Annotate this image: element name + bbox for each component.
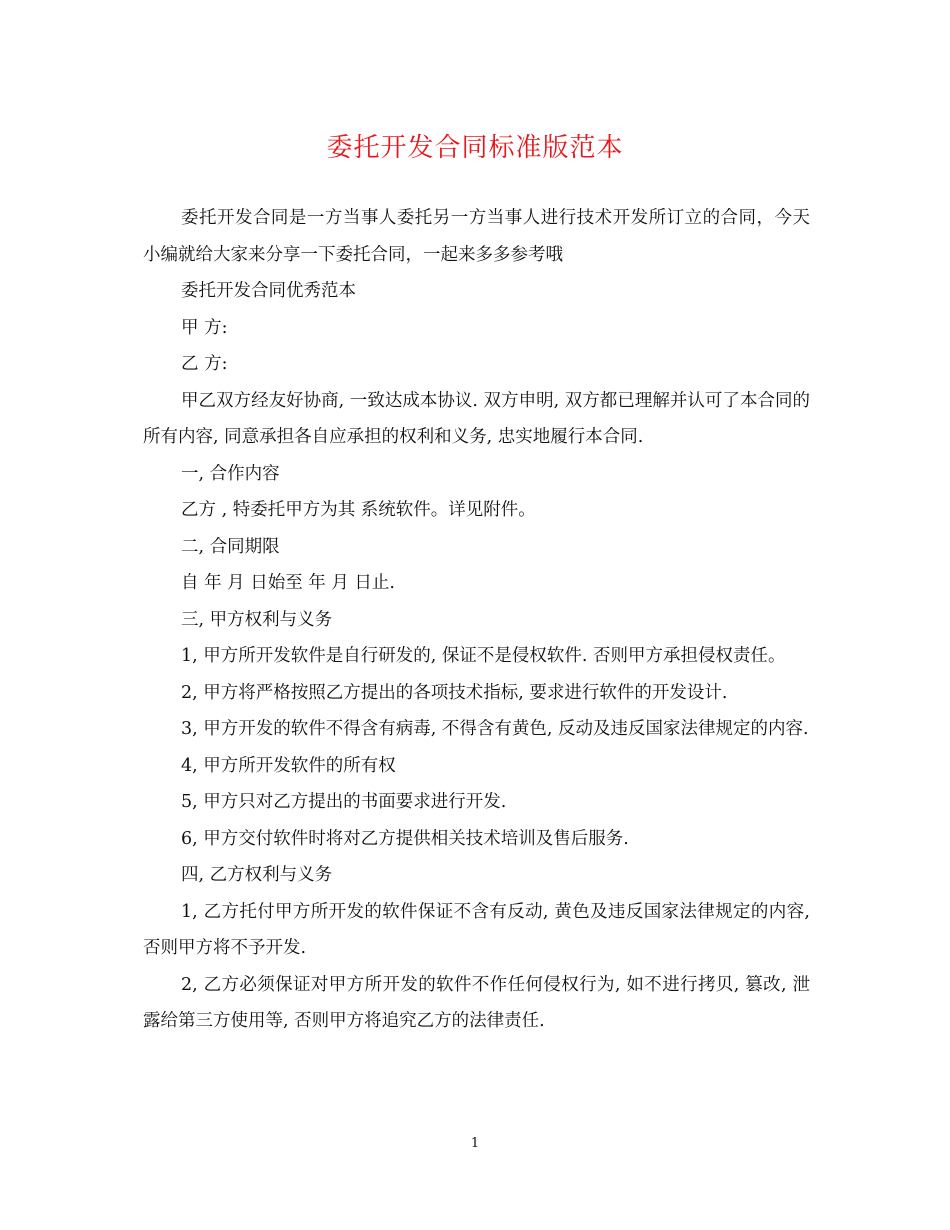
paragraph-subtitle: 委托开发合同优秀范本 bbox=[181, 281, 356, 301]
page-number: 1 bbox=[470, 1136, 480, 1151]
party-b-line: 乙 方: bbox=[181, 354, 228, 374]
clause-a-6: 6, 甲方交付软件时将对乙方提供相关技术培训及售后服务. bbox=[181, 828, 629, 849]
clause-a-1: 1, 甲方所开发软件是自行研发的, 保证不是侵权软件. 否则甲方承担侵权责任。 bbox=[181, 646, 786, 666]
paragraph-agreement: 甲乙双方经友好协商, 一致达成本协议. 双方申明, 双方都已理解并认可了本合同的所有内容, 同意承担各自应承担的权利和义务, 忠实地履行本合同. bbox=[143, 390, 810, 447]
section-heading-cooperation: 一, 合作内容 bbox=[181, 463, 280, 484]
document-title: 委托开发合同标准版范本 bbox=[326, 133, 624, 163]
clause-a-3: 3, 甲方开发的软件不得含有病毒, 不得含有黄色, 反动及违反国家法律规定的内容. bbox=[181, 719, 809, 739]
section-heading-term: 二, 合同期限 bbox=[181, 536, 280, 557]
section-heading-party-b: 四, 乙方权利与义务 bbox=[181, 865, 333, 885]
clause-a-2: 2, 甲方将严格按照乙方提出的各项技术指标, 要求进行软件的开发设计. bbox=[181, 682, 728, 703]
clause-a-5: 5, 甲方只对乙方提出的书面要求进行开发. bbox=[181, 792, 507, 812]
paragraph-cooperation: 乙方 , 特委托甲方为其 系统软件。详见附件。 bbox=[181, 500, 536, 520]
clause-b-2: 2, 乙方必须保证对甲方所开发的软件不作任何侵权行为, 如不进行拷贝, 篡改, 泄露给第三方使用等, 否则甲方将追究乙方的法律责任. bbox=[143, 974, 810, 1031]
paragraph-intro: 委托开发合同是一方当事人委托另一方当事人进行技术开发所订立的合同，今天小编就给大家来分享一下委托合同，一起来多多参考哦 bbox=[143, 208, 810, 265]
clause-b-1: 1, 乙方托付甲方所开发的软件保证不含有反动, 黄色及违反国家法律规定的内容, 否则甲方将不予开发. bbox=[143, 901, 810, 958]
party-a-line: 甲 方: bbox=[181, 317, 228, 338]
clause-a-4: 4, 甲方所开发软件的所有权 bbox=[181, 755, 396, 776]
paragraph-term: 自 年 月 日始至 年 月 日止. bbox=[181, 573, 395, 593]
section-heading-party-a: 三, 甲方权利与义务 bbox=[181, 609, 333, 630]
document-body bbox=[143, 200, 810, 1040]
